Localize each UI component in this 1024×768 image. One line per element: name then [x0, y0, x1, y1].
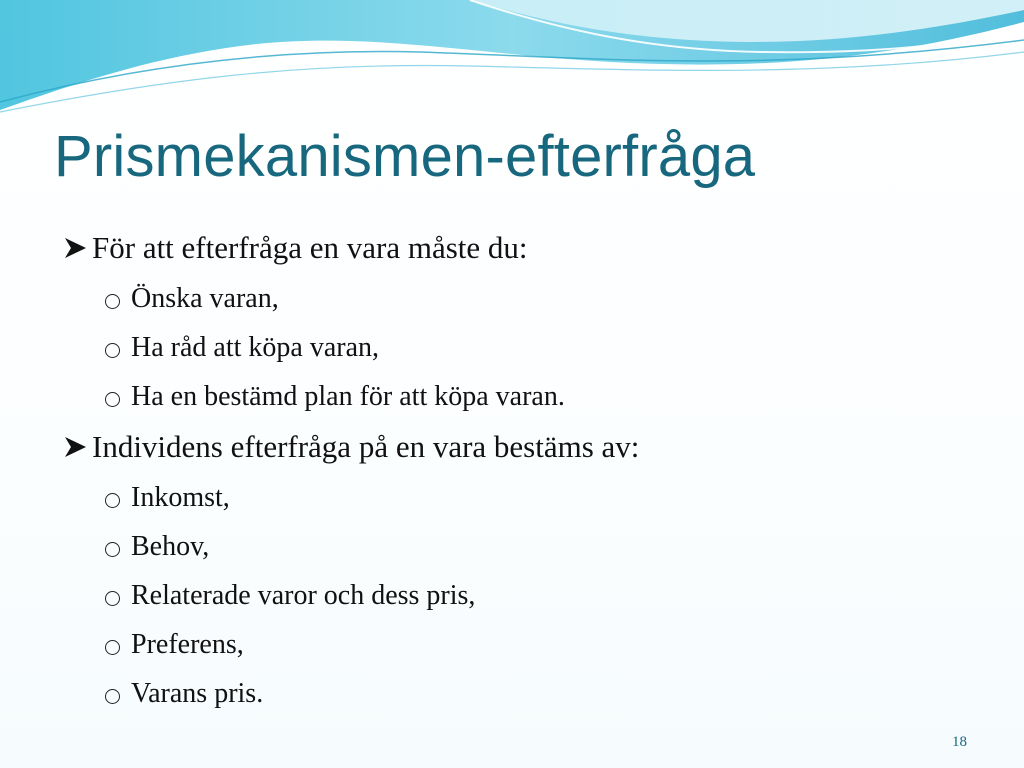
circle-bullet-icon: [105, 294, 120, 309]
circle-bullet-icon: [105, 493, 120, 508]
slide-title: Prismekanismen-efterfråga: [54, 124, 756, 189]
sub-bullet-item: [62, 274, 992, 323]
bullet-item: [62, 421, 992, 473]
sub-bullet-text: Preferens,: [131, 628, 244, 660]
sub-bullet-text: Ha en bestämd plan för att köpa varan.: [131, 380, 565, 412]
circle-bullet-icon: [105, 542, 120, 557]
sub-bullet-item: [62, 620, 992, 669]
circle-bullet-icon: [105, 392, 120, 407]
sub-bullet-item: [62, 473, 992, 522]
circle-bullet-icon: [105, 591, 120, 606]
arrow-bullet-icon: [62, 235, 92, 261]
wave-decoration: [0, 0, 1024, 130]
sub-bullet-text: Önska varan,: [131, 282, 279, 314]
page-number: 18: [952, 734, 967, 750]
circle-bullet-icon: [105, 689, 120, 704]
sub-bullet-text: Behov,: [131, 530, 210, 562]
sub-bullet-item: [62, 669, 992, 718]
bullet-text: För att efterfråga en vara måste du:: [92, 230, 528, 265]
sub-bullet-item: [62, 522, 992, 571]
sub-bullet-item: [62, 323, 992, 372]
bullet-item: [62, 222, 992, 274]
sub-bullet-item: [62, 571, 992, 620]
sub-bullet-text: Ha råd att köpa varan,: [131, 331, 379, 363]
sub-bullet-text: Varans pris.: [131, 677, 264, 709]
bullet-text: Individens efterfråga på en vara bestäms av:: [92, 429, 640, 464]
bullet-list: [62, 222, 992, 718]
sub-bullet-text: Relaterade varor och dess pris,: [131, 579, 476, 611]
circle-bullet-icon: [105, 343, 120, 358]
circle-bullet-icon: [105, 640, 120, 655]
arrow-bullet-icon: [62, 434, 92, 460]
sub-bullet-item: [62, 372, 992, 421]
sub-bullet-text: Inkomst,: [131, 481, 230, 513]
